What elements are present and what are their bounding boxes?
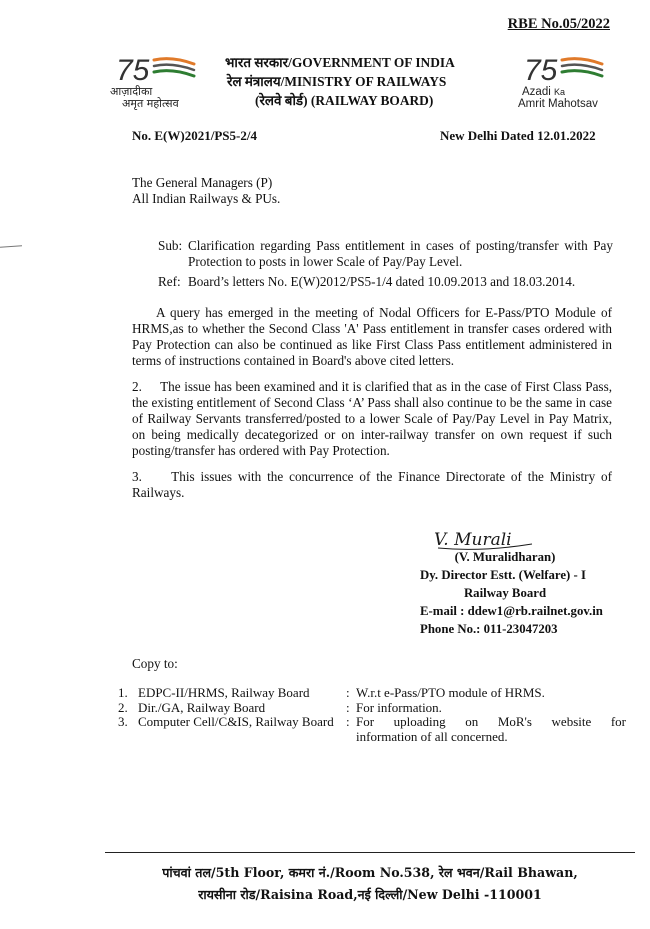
- paragraph-2-number: 2.: [132, 379, 142, 394]
- addressee: [132, 175, 280, 207]
- azadi-emblem-icon: [518, 52, 618, 86]
- copy-to-separator: :: [346, 685, 350, 700]
- copy-to-separator: :: [346, 699, 350, 715]
- logo-left-text-2: अमृत महोत्सव: [122, 97, 179, 110]
- reference-text: Board’s letters No. E(W)2012/PS5-1/4 dated 10.09.2013 and 18.03.2014.: [188, 274, 576, 289]
- signatory-office: Railway Board: [463, 586, 547, 600]
- addressee-line-1: The General Managers (P): [132, 175, 273, 190]
- addressee-line-2: All Indian Railways & PUs.: [132, 191, 281, 206]
- signature-text: V. Murali: [434, 530, 512, 550]
- paragraph-3: [132, 469, 612, 501]
- logo-year: 75: [116, 54, 150, 86]
- copy-to-item: [118, 686, 626, 701]
- subject-text: Clarification regarding Pass entitlement in cases of posting/transfer with Pay Protection to posts in lower Scale of Pay/Pay Level.: [188, 238, 613, 269]
- footer-address: [105, 862, 635, 906]
- email-label: E-mail :: [420, 604, 465, 618]
- footer-line-1: पांचवां तल/5th Floor, कमरा नं./Room No.538, रेल भवन/Rail Bhawan,: [162, 865, 578, 880]
- paragraph-3-text: This issues with the concurrence of the Finance Directorate of the Ministry of Railways.: [132, 469, 613, 500]
- signatory-name: (V. Muralidharan): [454, 550, 556, 564]
- azadi-emblem-icon: [110, 52, 210, 86]
- paragraph-2: [132, 379, 612, 459]
- copy-to-list: [118, 686, 626, 744]
- reference-label: Ref:: [158, 274, 181, 289]
- copy-to-number: 3.: [118, 714, 128, 729]
- reference: [158, 274, 618, 290]
- signatory-designation: Dy. Director Estt. (Welfare) - I: [420, 568, 586, 582]
- copy-to-label: Copy to:: [132, 656, 178, 671]
- email-value[interactable]: ddew1@rb.railnet.gov.in: [467, 604, 603, 618]
- logo-left-text-1: आज़ादीका: [110, 85, 153, 98]
- phone-value: 011-23047203: [483, 622, 558, 636]
- copy-to-purpose: For uploading on MoR's website for: [356, 714, 626, 729]
- phone-label: Phone No.:: [420, 622, 481, 636]
- copy-to-purpose-cont: information of all concerned.: [356, 728, 508, 744]
- rbe-number: RBE No.05/2022: [507, 16, 610, 32]
- copy-to-item: [118, 701, 626, 716]
- subject-label: Sub:: [158, 238, 183, 253]
- copy-to-separator: :: [346, 714, 350, 729]
- letterhead-line-2: रेल मंत्रालय/MINISTRY OF RAILWAYS: [227, 74, 447, 89]
- paragraph-2-text: The issue has been examined and it is clarified that as in the case of First Class Pass, the existing entitlement of Second Class ‘A’ Pass shall also continue to be the same in case of Railway Servants transferred/posted to a lower Scale of Pay/Pay Level in Pay Matrix, on being medically decategorized or on inter-railway transfer on own request if such posting/transfer has ordered with Pay Protection.: [132, 379, 612, 458]
- reference-number: No. E(W)2021/PS5-2/4: [132, 128, 257, 143]
- logo-year: 75: [524, 54, 558, 86]
- letterhead-line-1: भारत सरकार/GOVERNMENT OF INDIA: [225, 55, 455, 70]
- copy-to-recipient: Dir./GA, Railway Board: [138, 699, 266, 715]
- signatory-block: [420, 548, 620, 638]
- footer-divider: [105, 852, 635, 853]
- logo-right-text-1b: Ka: [553, 87, 565, 97]
- logo-right-text-2: Amrit Mahotsav: [518, 98, 598, 110]
- copy-to-item: [118, 715, 626, 744]
- copy-to-number: 2.: [118, 699, 128, 715]
- subject: [158, 238, 613, 270]
- letterhead: [225, 53, 525, 110]
- margin-mark: [0, 245, 22, 248]
- paragraph-3-number: 3.: [132, 469, 142, 484]
- copy-to-purpose: W.r.t e-Pass/PTO module of HRMS.: [356, 685, 545, 700]
- copy-to-recipient: Computer Cell/C&IS, Railway Board: [138, 714, 334, 729]
- copy-to-number: 1.: [118, 685, 128, 700]
- azadi-logo-left: [110, 52, 220, 112]
- date-line: New Delhi Dated 12.01.2022: [440, 128, 596, 143]
- paragraph-1: A query has emerged in the meeting of Nodal Officers for E-Pass/PTO Module of HRMS,as to whether the Second Class 'A' Pass entitlement in transfer cases ordered with Pay Protection can also be continued as like First Class Pass entitlement administered in terms of instructions contained in Board's above cited letters.: [132, 305, 612, 368]
- footer-line-2: रायसीना रोड/Raisina Road,नई दिल्ली/New Delhi -110001: [198, 887, 542, 902]
- logo-right-text-1: Azadi: [522, 86, 551, 98]
- letterhead-line-3: (रेलवे बोर्ड) (RAILWAY BOARD): [255, 93, 434, 108]
- azadi-logo-right: [518, 52, 628, 112]
- copy-to-purpose: For information.: [356, 699, 442, 715]
- copy-to-recipient: EDPC-II/HRMS, Railway Board: [138, 685, 310, 700]
